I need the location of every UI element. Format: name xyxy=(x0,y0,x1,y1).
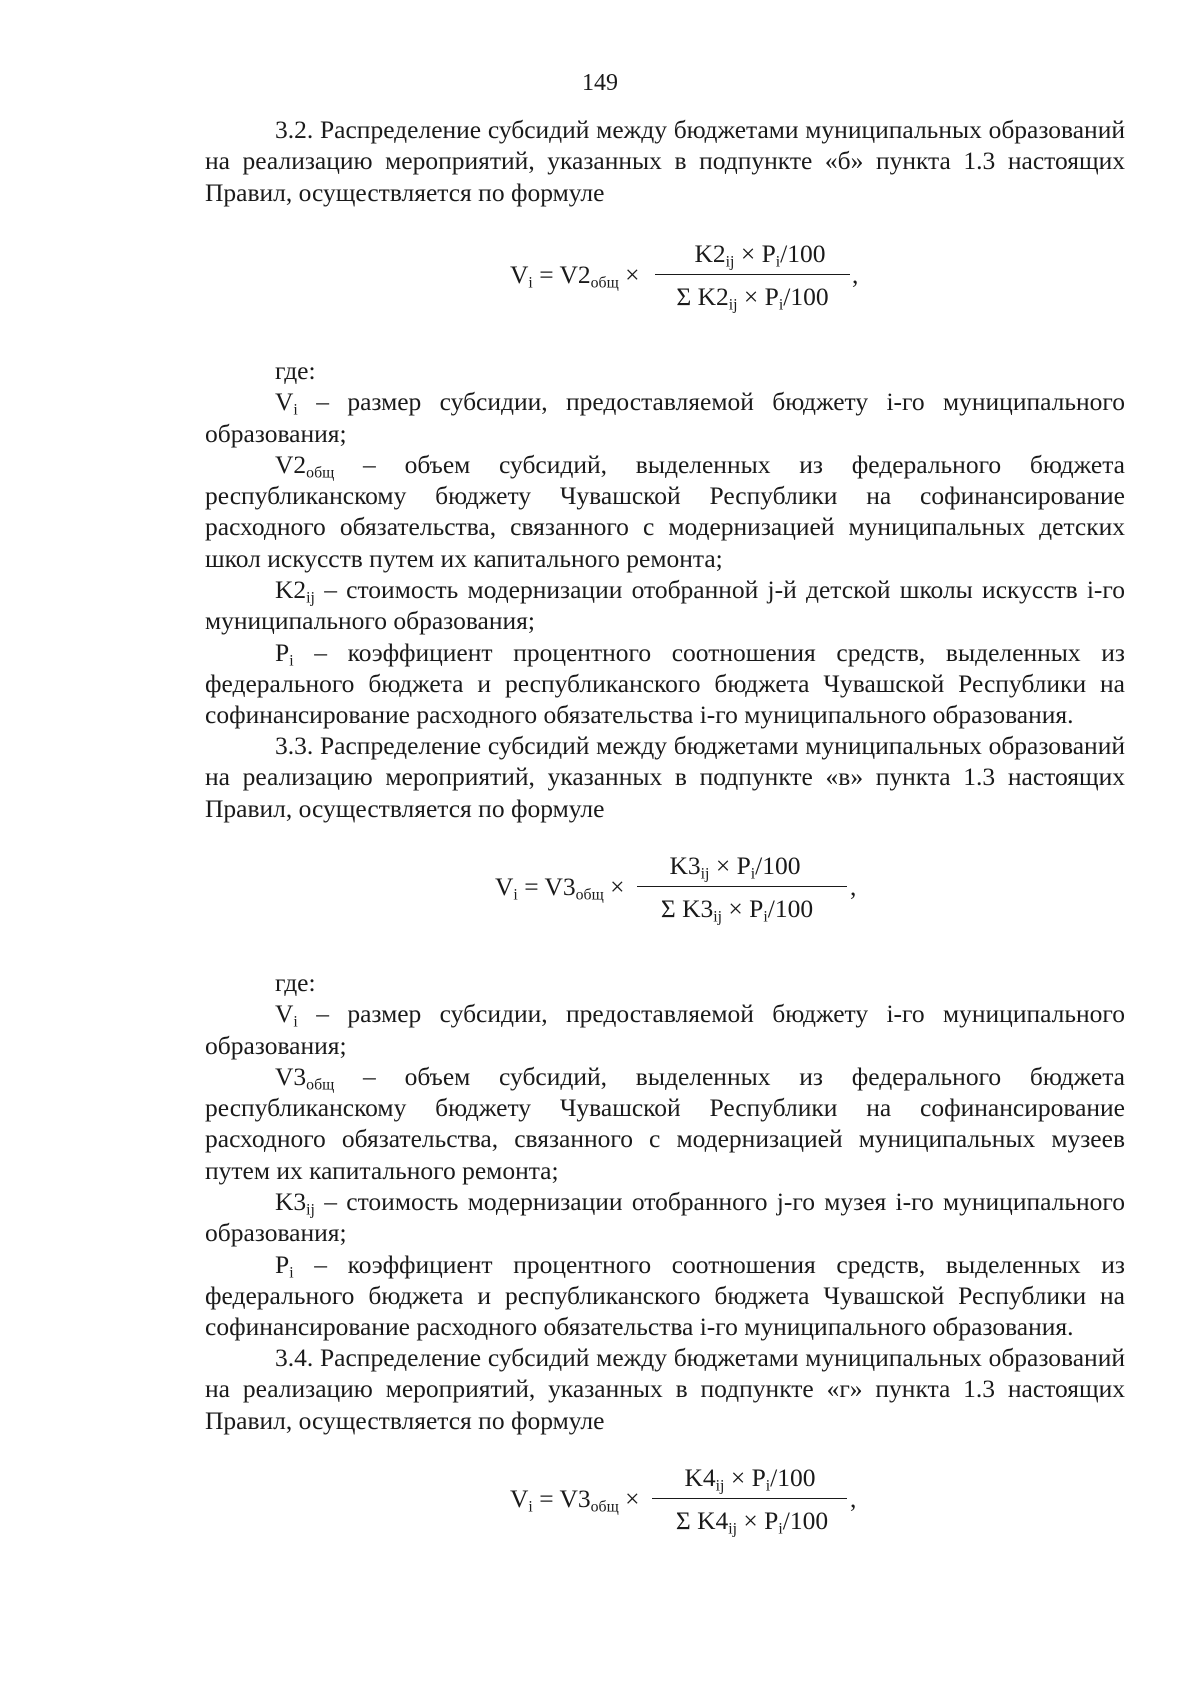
formula-lhs: $V_i = V3_{общ}$ × xyxy=(495,872,625,904)
definition-v2-total: $V2_{общ}$ – объем субсидий, выделенных из федерального бюджета республиканскому бюджету Чувашской Республики на софинансирование расходного обязательства, связанного с модернизацией муниципальных детских школ искусств путем их капитального ремонта; xyxy=(205,449,1125,573)
definition-k2ij: $K2_{ij}$ – стоимость модернизации отобранной j-й детской школы искусств i-го муниципального образования; xyxy=(205,575,1125,636)
section-3-2-paragraph: 3.2. Распределение субсидий между бюджетами муниципальных образований на реализацию мероприятий, указанных в подпункте «б» пункта 1.3 настоящих Правил, осуществляется по формуле xyxy=(205,115,1125,207)
definition-pi: $P_i$ – коэффициент процентного соотношения средств, выделенных из федерального бюджета и республиканского бюджета Чувашской Республики на софинансирование расходного обязательства i-го муниципального образования. xyxy=(205,637,1125,730)
fraction-bar xyxy=(637,886,847,887)
fraction-bar xyxy=(652,1498,847,1499)
section-3-2-definitions xyxy=(205,355,1125,731)
definition-k3ij: $K3_{ij}$ – стоимость модернизации отобранного j-го музея i-го муниципального образования; xyxy=(205,1187,1125,1248)
formula-comma: , xyxy=(850,872,857,901)
formula-denominator: Σ $K2_{ij} \times P_i/100$ xyxy=(676,282,829,314)
definition-v3-total: $V3_{общ}$ – объем субсидий, выделенных из федерального бюджета республиканскому бюджету Чувашской Республики на софинансирование расходного обязательства, связанного с модернизацией муниципальных музеев путем их капитального ремонта; xyxy=(205,1061,1125,1185)
formula-comma: , xyxy=(852,260,859,289)
page-number: 149 xyxy=(582,70,618,96)
section-3-3-paragraph: 3.3. Распределение субсидий между бюджетами муниципальных образований на реализацию мероприятий, указанных в подпункте «в» пункта 1.3 настоящих Правил, осуществляется по формуле xyxy=(205,731,1125,823)
formula-lhs: $V_i = V3_{общ}$ × xyxy=(510,1484,640,1516)
section-3-2-block xyxy=(205,114,1125,208)
section-3-3-definitions xyxy=(205,967,1125,1343)
fraction-bar xyxy=(655,274,850,275)
section-3-4-paragraph: 3.4. Распределение субсидий между бюджетами муниципальных образований на реализацию мероприятий, указанных в подпункте «г» пункта 1.3 настоящих Правил, осуществляется по формуле xyxy=(205,1343,1125,1435)
definition-pi: $P_i$ – коэффициент процентного соотношения средств, выделенных из федерального бюджета и республиканского бюджета Чувашской Республики на софинансирование расходного обязательства i-го муниципального образования. xyxy=(205,1249,1125,1342)
section-3-4-block xyxy=(205,1342,1125,1436)
where-label: где: xyxy=(275,356,316,385)
formula-lhs: $V_i = V2_{общ}$ × xyxy=(510,260,640,292)
formula-comma: , xyxy=(850,1484,857,1513)
definition-vi: $V_i$ – размер субсидии, предоставляемой бюджету i-го муниципального образования; xyxy=(205,999,1125,1060)
formula-numerator: $K4_{ij} \times P_i/100$ xyxy=(684,1463,816,1495)
where-label: где: xyxy=(275,968,316,997)
formula-denominator: Σ $K3_{ij} \times P_i/100$ xyxy=(660,894,814,926)
section-3-3-block xyxy=(205,730,1125,824)
formula-numerator: $K3_{ij} \times P_i/100$ xyxy=(669,851,801,883)
formula-denominator: Σ $K4_{ij} \times P_i/100$ xyxy=(675,1506,829,1538)
formula-numerator: $K2_{ij} \times P_i/100$ xyxy=(694,239,826,271)
definition-vi: $V_i$ – размер субсидии, предоставляемой бюджету i-го муниципального образования; xyxy=(205,387,1125,448)
